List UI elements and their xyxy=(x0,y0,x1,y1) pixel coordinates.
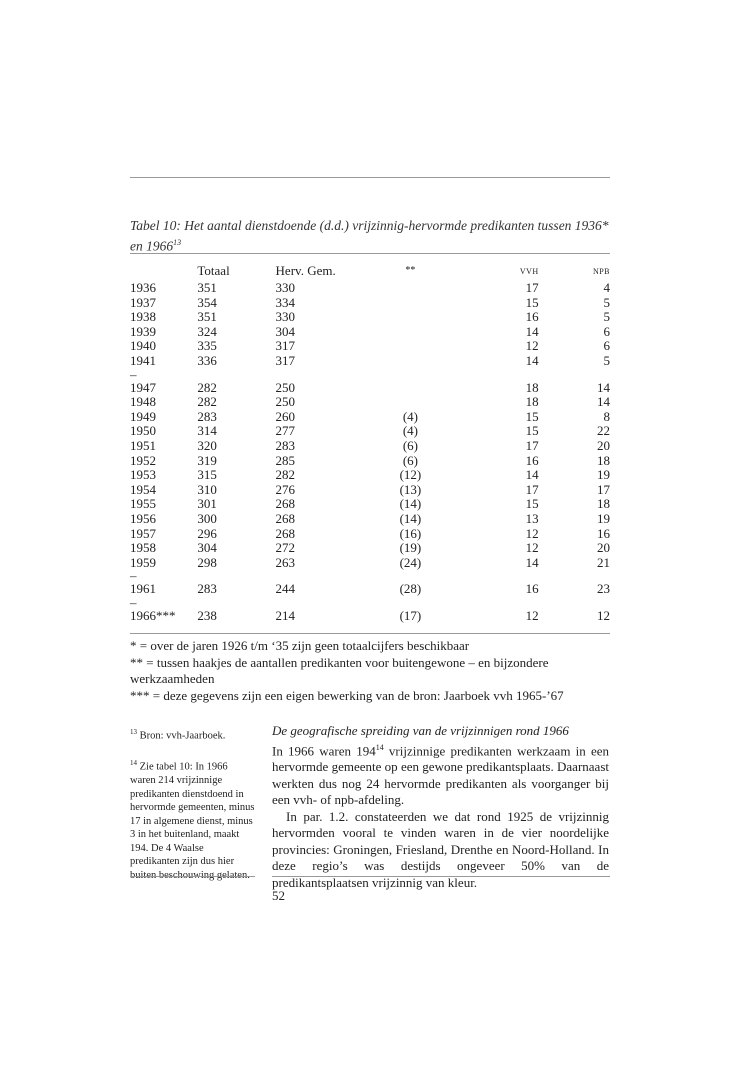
cell-totaal: 335 xyxy=(197,338,217,354)
cell-herv-gem: 250 xyxy=(275,394,296,410)
cell-vvh: 18 xyxy=(525,379,539,395)
cell-year: 1950 xyxy=(130,423,156,439)
table-gap-row xyxy=(130,369,610,381)
header-npb: npb xyxy=(592,265,610,277)
footnote-13-ref: 13 xyxy=(130,728,137,736)
cell-npb: 20 xyxy=(597,437,610,453)
cell-vvh: 16 xyxy=(525,581,539,597)
cell-year: 1952 xyxy=(130,452,156,468)
cell-totaal: 324 xyxy=(197,323,217,339)
cell-herv-gem: 268 xyxy=(275,510,296,526)
cell-npb: 18 xyxy=(597,452,610,468)
cell-year: 1961 xyxy=(130,581,156,597)
cell-vvh: 12 xyxy=(525,540,539,556)
cell-totaal: 351 xyxy=(197,309,217,325)
cell-year: 1938 xyxy=(130,309,156,325)
cell-herv-gem: 317 xyxy=(275,352,296,368)
cell-herv-gem: 334 xyxy=(275,294,296,310)
cell-buitengewoon: (24) xyxy=(399,554,422,570)
paragraph-1 xyxy=(272,740,609,809)
table-body xyxy=(130,281,610,623)
cell-herv-gem: 214 xyxy=(275,607,296,623)
cell-totaal: 283 xyxy=(197,581,217,597)
cell-buitengewoon xyxy=(377,339,432,354)
cell-herv-gem: 330 xyxy=(275,280,296,295)
cell-herv-gem: 317 xyxy=(275,338,296,354)
cell-vvh: 13 xyxy=(525,510,539,526)
table-row xyxy=(130,424,610,439)
footnote-13-text: Bron: vvh-Jaarboek. xyxy=(137,730,226,742)
header-herv-gem: Herv. Gem. xyxy=(275,263,336,278)
predikanten-table xyxy=(130,264,610,623)
table-top-rule xyxy=(130,253,610,254)
cell-vvh xyxy=(432,570,539,582)
cell-buitengewoon xyxy=(377,325,432,340)
cell-npb: 5 xyxy=(603,352,610,368)
cell-herv-gem: 263 xyxy=(275,554,296,570)
cell-vvh: 17 xyxy=(525,280,539,295)
cell-vvh: 17 xyxy=(525,481,539,497)
cell-vvh: 14 xyxy=(525,323,539,339)
table-row xyxy=(130,483,610,498)
cell-npb xyxy=(539,369,610,381)
cell-herv-gem: 272 xyxy=(275,540,296,556)
cell-npb: 18 xyxy=(597,496,610,512)
table-row xyxy=(130,439,610,454)
table-row xyxy=(130,582,610,597)
footnote-14 xyxy=(130,757,255,882)
cell-buitengewoon: (12) xyxy=(399,467,422,483)
table-header-row xyxy=(130,264,610,281)
cell-vvh: 14 xyxy=(525,352,539,368)
cell-npb: 6 xyxy=(603,323,610,339)
cell-npb: 5 xyxy=(603,309,610,325)
cell-vvh: 12 xyxy=(525,607,539,623)
cell-totaal: 296 xyxy=(197,525,217,541)
cell-totaal: 315 xyxy=(197,467,217,483)
table-row xyxy=(130,410,610,425)
cell-buitengewoon: (28) xyxy=(399,581,422,597)
table-notes xyxy=(130,638,610,704)
cell-totaal: 298 xyxy=(197,554,217,570)
table-row xyxy=(130,527,610,542)
footnote-14-text: Zie tabel 10: In 1966 waren 214 vrijzinnige predikanten dienstdoend in hervormde gemeenten, minus 17 in algemene dienst, minus 3 in het buitenland, maakt 194. De 4 Waalse predikanten zijn dus hier buiten beschouwing gelaten. xyxy=(130,761,255,881)
top-rule xyxy=(130,177,610,178)
cell-npb: 19 xyxy=(597,510,610,526)
cell-herv-gem: 250 xyxy=(275,379,296,395)
footnote-13 xyxy=(130,726,255,743)
cell-totaal: 304 xyxy=(197,540,217,556)
caption-note-ref: 13 xyxy=(173,238,182,247)
cell-totaal: 283 xyxy=(197,408,217,424)
paragraph-1-end: vrijzinnige predikanten werkzaam in een hervormde gemeente op een gewone predikantsplaats. Daarnaast werkten dus nog 24 hervormde predikanten als voorganger bij een vvh- of npb-afdeling. xyxy=(272,742,609,808)
table-caption xyxy=(130,217,610,255)
cell-year: 1948 xyxy=(130,394,156,410)
cell-vvh: 15 xyxy=(525,408,539,424)
cell-npb: 17 xyxy=(597,481,610,497)
cell-year: 1939 xyxy=(130,323,156,339)
cell-buitengewoon: (13) xyxy=(399,481,422,497)
cell-year: – xyxy=(130,594,137,610)
note-triple-star: *** = deze gegevens zijn een eigen bewerking van de bron: Jaarboek vvh 1965-’67 xyxy=(130,687,564,703)
cell-buitengewoon: (6) xyxy=(402,452,419,468)
header-year xyxy=(130,264,189,281)
cell-herv-gem: 276 xyxy=(275,481,296,497)
cell-totaal: 351 xyxy=(197,280,217,295)
cell-year: 1947 xyxy=(130,379,156,395)
table-row xyxy=(130,512,610,527)
cell-herv-gem xyxy=(254,570,378,582)
cell-vvh: 16 xyxy=(525,452,539,468)
note-double-star: ** = tussen haakjes de aantallen predikanten voor buitengewone – en bijzondere werkzaamheden xyxy=(130,654,549,686)
cell-totaal: 336 xyxy=(197,352,217,368)
paragraph-1-note-ref: 14 xyxy=(375,742,384,752)
cell-totaal: 310 xyxy=(197,481,217,497)
cell-npb: 14 xyxy=(597,379,610,395)
footnote-14-ref: 14 xyxy=(130,759,137,767)
cell-npb: 12 xyxy=(597,607,610,623)
cell-buitengewoon: (6) xyxy=(402,437,419,453)
cell-totaal: 301 xyxy=(197,496,217,512)
table-row xyxy=(130,468,610,483)
cell-totaal: 319 xyxy=(197,452,217,468)
cell-year: 1956 xyxy=(130,510,156,526)
cell-buitengewoon xyxy=(377,296,432,311)
table-row xyxy=(130,354,610,369)
table-row xyxy=(130,381,610,396)
cell-herv-gem: 304 xyxy=(275,323,296,339)
table-row xyxy=(130,296,610,311)
cell-year: 1958 xyxy=(130,540,156,556)
cell-buitengewoon: (14) xyxy=(399,510,422,526)
cell-npb: 16 xyxy=(597,525,610,541)
cell-vvh: 14 xyxy=(525,554,539,570)
cell-herv-gem: 244 xyxy=(275,581,296,597)
cell-totaal: 320 xyxy=(197,437,217,453)
caption-text: Tabel 10: Het aantal dienstdoende (d.d.) vrijzinnig-hervormde predikanten tussen 1936* en 1966 xyxy=(130,218,609,254)
cell-buitengewoon: (4) xyxy=(402,408,419,424)
cell-npb: 14 xyxy=(597,394,610,410)
table-row xyxy=(130,339,610,354)
cell-year: 1953 xyxy=(130,467,156,483)
table-row xyxy=(130,556,610,571)
cell-buitengewoon xyxy=(377,354,432,369)
cell-npb: 20 xyxy=(597,540,610,556)
paragraph-1-start: In 1966 waren 194 xyxy=(272,742,376,758)
cell-vvh: 16 xyxy=(525,309,539,325)
cell-herv-gem: 277 xyxy=(275,423,296,439)
cell-vvh xyxy=(432,597,539,609)
cell-vvh: 12 xyxy=(525,338,539,354)
footer-rule-left xyxy=(130,876,255,877)
footer-rule-right xyxy=(272,876,610,877)
cell-totaal: 314 xyxy=(197,423,217,439)
cell-vvh: 15 xyxy=(525,294,539,310)
cell-totaal: 300 xyxy=(197,510,217,526)
cell-year: 1940 xyxy=(130,338,156,354)
cell-year: 1959 xyxy=(130,554,156,570)
cell-year: 1936 xyxy=(130,280,156,295)
table-row xyxy=(130,454,610,469)
cell-npb: 23 xyxy=(597,581,610,597)
cell-herv-gem: 285 xyxy=(275,452,296,468)
cell-herv-gem xyxy=(254,597,378,609)
table-bottom-rule xyxy=(130,633,610,634)
cell-npb: 5 xyxy=(603,294,610,310)
cell-totaal xyxy=(189,369,253,381)
cell-vvh: 12 xyxy=(525,525,539,541)
body-text xyxy=(272,723,609,891)
cell-vvh xyxy=(432,369,539,381)
cell-buitengewoon xyxy=(377,369,432,381)
cell-buitengewoon xyxy=(377,310,432,325)
cell-year: 1951 xyxy=(130,437,156,453)
table-row xyxy=(130,310,610,325)
cell-year: – xyxy=(130,366,137,382)
cell-npb: 6 xyxy=(603,338,610,354)
header-totaal: Totaal xyxy=(197,263,230,278)
cell-herv-gem: 330 xyxy=(275,309,296,325)
cell-buitengewoon: (14) xyxy=(399,496,422,512)
table-row xyxy=(130,281,610,296)
cell-buitengewoon: (16) xyxy=(399,525,422,541)
cell-year: 1937 xyxy=(130,294,156,310)
cell-npb: 4 xyxy=(603,280,610,295)
cell-herv-gem: 268 xyxy=(275,496,296,512)
table-row xyxy=(130,609,610,624)
cell-vvh: 17 xyxy=(525,437,539,453)
cell-buitengewoon: (17) xyxy=(399,607,422,623)
page-number: 52 xyxy=(272,888,285,903)
cell-year: – xyxy=(130,568,137,584)
section-heading: De geografische spreiding van de vrijzinnigen rond 1966 xyxy=(272,723,569,738)
note-single-star: * = over de jaren 1926 t/m ‘35 zijn geen totaalcijfers beschikbaar xyxy=(130,638,470,653)
cell-vvh: 15 xyxy=(525,423,539,439)
header-stars: ** xyxy=(405,265,416,276)
cell-buitengewoon: (4) xyxy=(402,423,419,439)
cell-herv-gem: 260 xyxy=(275,408,296,424)
cell-npb: 21 xyxy=(597,554,610,570)
cell-year: 1966*** xyxy=(130,607,176,623)
cell-totaal: 282 xyxy=(197,379,217,395)
cell-year: 1941 xyxy=(130,352,156,368)
cell-vvh: 18 xyxy=(525,394,539,410)
cell-year: 1949 xyxy=(130,408,156,424)
cell-buitengewoon: (19) xyxy=(399,540,422,556)
table-row xyxy=(130,497,610,512)
cell-npb: 22 xyxy=(597,423,610,439)
cell-herv-gem: 282 xyxy=(275,467,296,483)
cell-herv-gem: 268 xyxy=(275,525,296,541)
cell-buitengewoon xyxy=(377,281,432,296)
cell-npb: 8 xyxy=(603,408,610,424)
table-row xyxy=(130,395,610,410)
cell-year: 1957 xyxy=(130,525,156,541)
header-vvh: vvh xyxy=(519,265,539,277)
cell-npb: 19 xyxy=(597,467,610,483)
footnote-column xyxy=(130,726,255,890)
cell-year: 1955 xyxy=(130,496,156,512)
cell-totaal: 354 xyxy=(197,294,217,310)
cell-herv-gem: 283 xyxy=(275,437,296,453)
cell-vvh: 15 xyxy=(525,496,539,512)
cell-buitengewoon xyxy=(377,395,432,410)
table-row xyxy=(130,325,610,340)
cell-totaal: 282 xyxy=(197,394,217,410)
cell-year: 1954 xyxy=(130,481,156,497)
table-row xyxy=(130,541,610,556)
cell-buitengewoon xyxy=(377,381,432,396)
cell-herv-gem xyxy=(254,369,378,381)
cell-vvh: 14 xyxy=(525,467,539,483)
paragraph-2: In par. 1.2. constateerden we dat rond 1925 de vrijzinnig hervormden vooral te vinden waren in de vier noordelijke provincies: Groningen, Friesland, Drenthe en Noord-Holland. In deze regio’s was destijds ongeveer 50% van de predikantsplaatsen vrijzinnig van kleur. xyxy=(272,808,609,890)
cell-totaal: 238 xyxy=(197,607,217,623)
